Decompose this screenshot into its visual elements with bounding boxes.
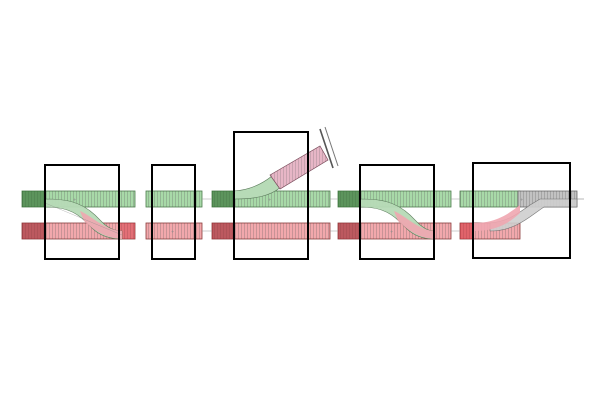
- segment-1: [22, 165, 135, 259]
- segment-4: [338, 165, 451, 259]
- segment-2: [146, 165, 202, 259]
- center-mark: +: [268, 197, 272, 202]
- center-mark: +: [73, 197, 77, 202]
- frame-5: [473, 163, 570, 258]
- frame-2: [152, 165, 195, 259]
- center-mark: +: [520, 197, 524, 202]
- center-mark: +: [171, 229, 175, 234]
- segment-5: [460, 163, 584, 258]
- segment-3: [212, 127, 338, 259]
- center-mark: +: [390, 229, 394, 234]
